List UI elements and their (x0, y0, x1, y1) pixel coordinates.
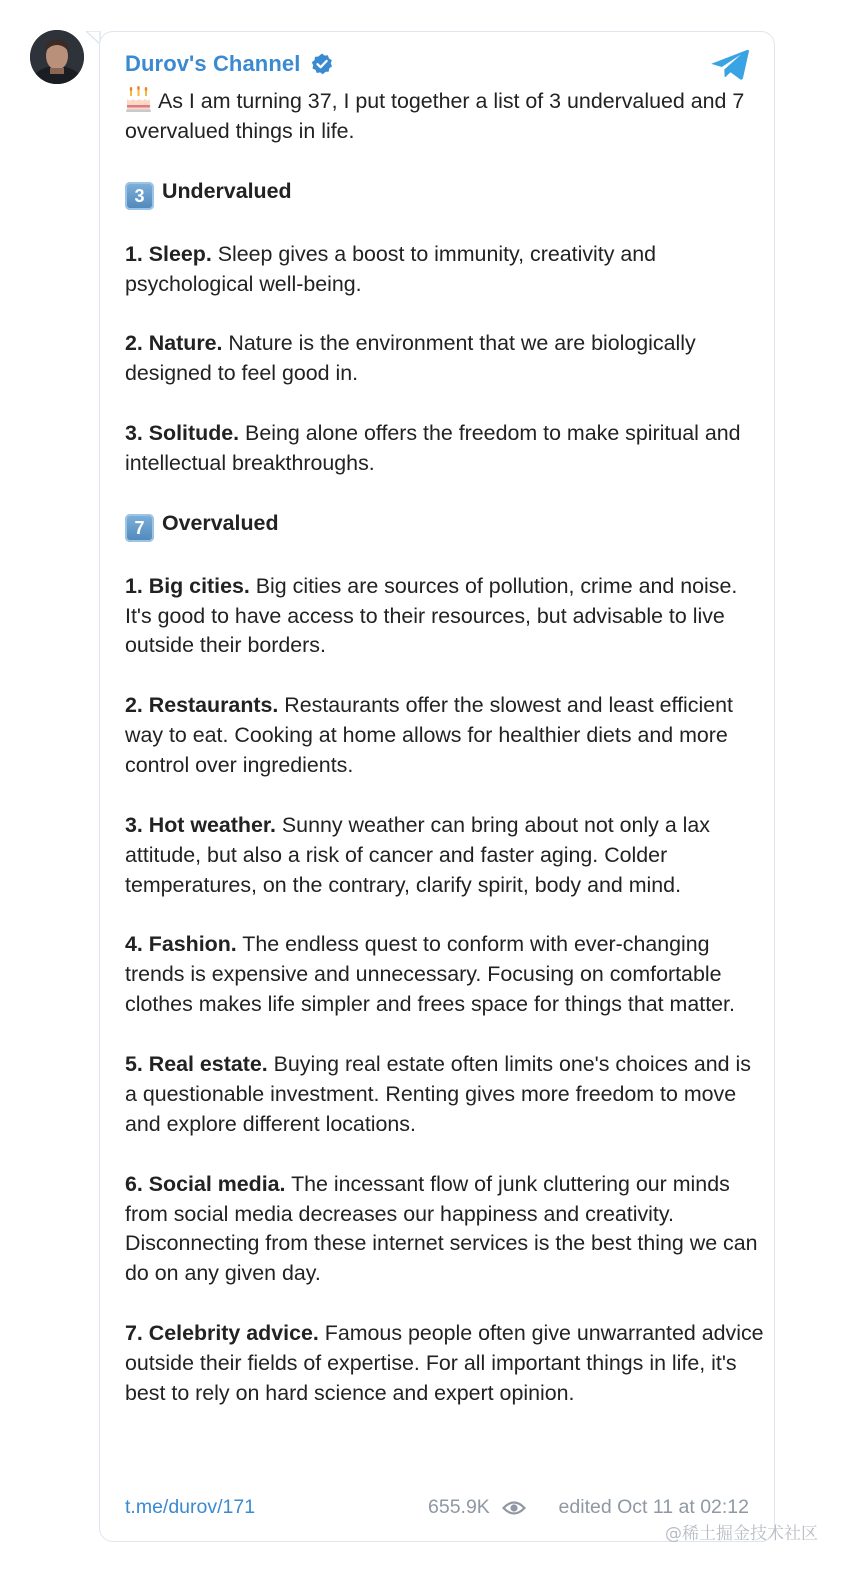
channel-avatar[interactable] (30, 30, 84, 84)
post-link[interactable]: t.me/durov/171 (125, 1496, 256, 1518)
channel-name[interactable]: Durov's Channel (125, 51, 301, 76)
item-title: 3. Solitude. (125, 421, 240, 445)
message-text (125, 86, 765, 1409)
list-item (125, 1170, 765, 1290)
item-text: Sleep gives a boost to immunity, creativity and psychological well-being. (125, 241, 657, 296)
overvalued-heading (125, 509, 765, 542)
telegram-logo-icon[interactable] (710, 48, 750, 82)
item-text: Big cities are sources of pollution, crime and noise. It's good to have access to their resources, but advisable to live outside their borders. (125, 573, 738, 658)
item-text: Nature is the environment that we are biologically designed to feel good in. (125, 331, 696, 386)
list-item (125, 811, 765, 901)
list-item (125, 329, 765, 389)
item-text: Buying real estate often limits one's choices and is a questionable investment. Renting gives more freedom to move and explore different locations. (125, 1052, 751, 1136)
eye-icon (502, 1499, 526, 1517)
list-item (125, 930, 765, 1020)
item-title: 1. Sleep. (125, 241, 212, 266)
undervalued-heading (125, 177, 765, 210)
overvalued-heading-label: Overvalued (162, 510, 279, 535)
list-item (125, 572, 765, 662)
avatar-image (30, 30, 84, 84)
item-title: 2. Nature. (125, 331, 223, 356)
item-title: 4. Fashion. (125, 932, 237, 957)
item-text: The incessant flow of junk cluttering our minds from social media decreases our happiness and creativity. Disconnecting from these internet services is the best thing we can do on any given day. (125, 1171, 758, 1286)
list-item (125, 1050, 765, 1140)
watermark: @稀土掘金技术社区 (665, 1524, 818, 1544)
item-text: Restaurants offer the slowest and least efficient way to eat. Cooking at home allows for healthier diets and more control over ingredients. (125, 693, 733, 778)
item-title: 5. Real estate. (125, 1052, 268, 1077)
view-count: 655.9K (428, 1496, 490, 1518)
list-item (125, 691, 765, 781)
item-title: 2. Restaurants. (125, 693, 279, 718)
list-item (125, 240, 765, 300)
item-text: Famous people often give unwarranted advice outside their fields of expertise. For all important things in life, it's best to rely on hard science and expert opinion. (125, 1321, 764, 1405)
intro-text: As I am turning 37, I put together a list of 3 undervalued and 7 overvalued things in life. (125, 89, 745, 143)
item-title: 7. Celebrity advice. (125, 1321, 319, 1346)
keycap-3-icon: 3 (125, 182, 154, 210)
intro-paragraph (125, 86, 765, 147)
birthday-cake-emoji (125, 86, 152, 113)
undervalued-heading-label: Undervalued (162, 178, 292, 203)
message-footer (125, 1494, 749, 1524)
verified-badge-icon (310, 52, 334, 76)
edited-timestamp: edited Oct 11 at 02:12 (558, 1496, 749, 1518)
list-item (125, 1319, 765, 1409)
message-header (125, 48, 334, 80)
item-text: Being alone offers the freedom to make spiritual and intellectual breakthroughs. (125, 421, 741, 475)
item-title: 3. Hot weather. (125, 812, 276, 837)
item-title: 1. Big cities. (125, 573, 250, 598)
item-title: 6. Social media. (125, 1171, 286, 1196)
keycap-7-icon: 7 (125, 514, 154, 542)
item-text: Sunny weather can bring about not only a lax attitude, but also a risk of cancer and faster aging. Colder temperatures, on the contrary, clarify spirit, body and mind. (125, 812, 711, 897)
item-text: The endless quest to conform with ever-changing trends is expensive and unnecessary. Focusing on comfortable clothes makes life simpler and frees space for things that matter. (125, 932, 735, 1017)
list-item (125, 419, 765, 479)
